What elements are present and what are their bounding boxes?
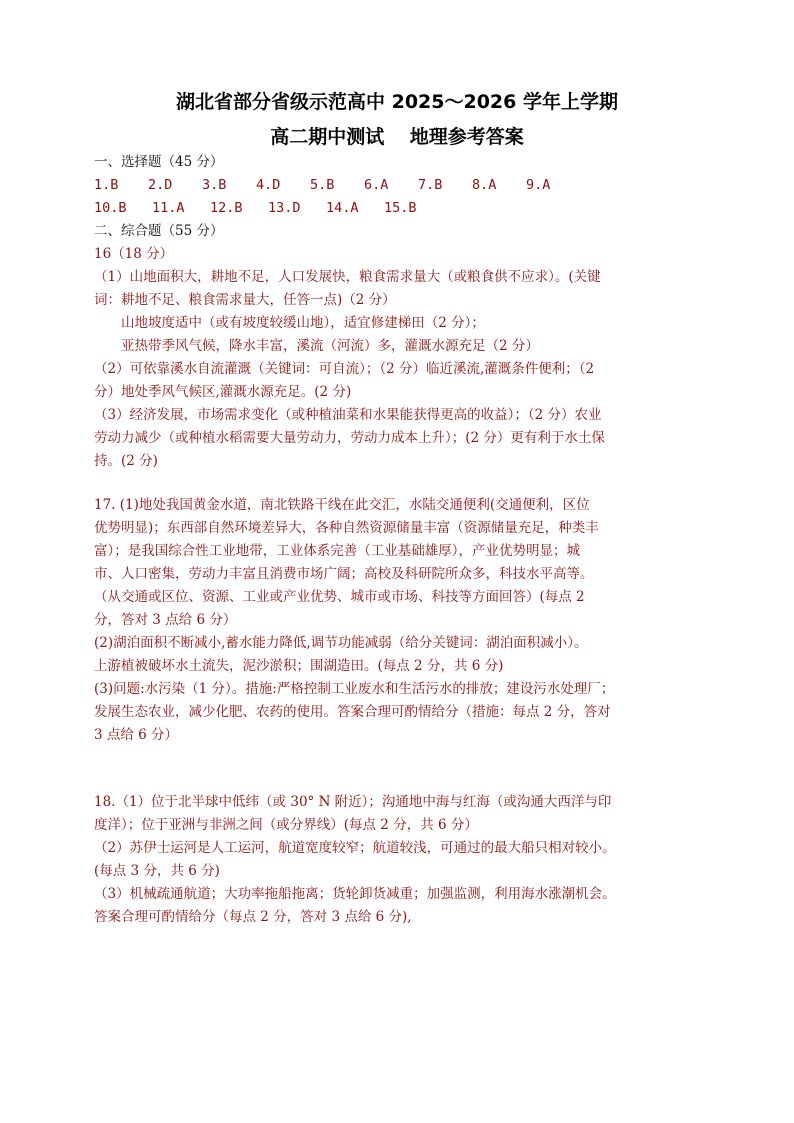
page-subtitle: 高二期中测试 地理参考答案 [270, 126, 524, 148]
mc-answer: 5.B [310, 177, 335, 193]
q18-line: （2）苏伊士运河是人工运河，航道宽度较窄；航道较浅，可通过的最大船只相对较小。 [94, 840, 616, 856]
q17-line: 分，答对 3 点给 6 分） [94, 612, 237, 628]
mc-answer: 11.A [152, 200, 185, 216]
section2-heading: 二、综合题（55 分） [94, 223, 224, 239]
mc-answer: 15.B [384, 200, 417, 216]
q16-line: 分）地处季风气候区,灌溉水源充足。(2 分) [94, 384, 352, 400]
mc-answer: 7.B [418, 177, 443, 193]
q16-line: 词：耕地不足、粮食需求量大，任答一点)（2 分） [94, 292, 396, 308]
q17-line: (3)问题:水污染（1 分）。措施:严格控制工业废水和生活污水的排放；建设污水处理厂； [94, 681, 615, 697]
mc-answer: 13.D [268, 200, 301, 216]
q18-line: （3）机械疏通航道；大功率拖船拖离；货轮卸货减重；加强监测，利用海水涨潮机会。 [94, 886, 616, 902]
q17-line: 富）；是我国综合性工业地带，工业体系完善（工业基础雄厚），产业优势明显；城 [94, 543, 580, 559]
mc-answer: 10.B [94, 200, 127, 216]
mc-answers-row2 [94, 197, 734, 220]
q16-line: （1）山地面积大，耕地不足，人口发展快，粮食需求量大（或粮食供不应求）。(关键 [94, 269, 601, 285]
q18-line: (每点 3 分，共 6 分) [94, 863, 220, 879]
q16-line: 亚热带季风气候，降水丰富，溪流（河流）多，灌溉水源充足（2 分） [94, 338, 539, 354]
q17-line: 市、人口密集，劳动力丰富且消费市场广阔；高校及科研院所众多，科技水平高等。 [94, 566, 594, 582]
q18-line: 答案合理可酌情给分（每点 2 分，答对 3 点给 6 分), [94, 909, 412, 925]
q17-line: 3 点给 6 分） [94, 727, 179, 743]
q16-line: 山地坡度适中（或有坡度较缓山地），适宜修建梯田（2 分）； [94, 315, 485, 331]
q18-line: 度洋）；位于亚洲与非洲之间（或分界线）(每点 2 分，共 6 分） [94, 817, 478, 833]
q17-line: (2)湖泊面积不断减小,蓄水能力降低,调节功能减弱（给分关键词：湖泊面积减小）。 [94, 635, 588, 651]
mc-answer: 3.B [202, 177, 227, 193]
q17-line: 17. (1)地处我国黄金水道，南北铁路干线在此交汇，水陆交通便利(交通便利，区位 [94, 497, 590, 513]
page-title: 湖北省部分省级示范高中 2025～2026 学年上学期 [176, 91, 618, 113]
mc-answer: 4.D [256, 177, 281, 193]
q16-line: 持。(2 分) [94, 453, 158, 469]
q18-line: 18.（1）位于北半球中低纬（或 30° N 附近）；沟通地中海与红海（或沟通大西洋与印 [94, 794, 612, 810]
mc-answer: 14.A [326, 200, 359, 216]
q17-line: 发展生态农业，减少化肥、农药的使用。答案合理可酌情给分（措施：每点 2 分，答对 [94, 704, 611, 720]
q17-line: 优势明显)；东西部自然环境差异大，各种自然资源储量丰富（资源储量充足，种类丰 [94, 520, 599, 536]
mc-answer: 6.A [364, 177, 389, 193]
mc-answer: 8.A [472, 177, 497, 193]
mc-answer: 9.A [526, 177, 551, 193]
mc-answers-row1 [94, 174, 734, 197]
q16-line: （3）经济发展，市场需求变化（或种植油菜和水果能获得更高的收益）；（2 分）农业 [94, 407, 602, 423]
mc-answer: 1.B [94, 177, 119, 193]
q17-line: （从交通或区位、资源、工业或产业优势、城市或市场、科技等方面回答）(每点 2 [94, 589, 585, 605]
q16-heading: 16（18 分） [94, 246, 174, 262]
q16-line: 劳动力减少（或种植水稻需要大量劳动力，劳动力成本上升）；(2 分）更有利于水土保 [94, 430, 605, 446]
mc-answer: 2.D [148, 177, 173, 193]
mc-answer: 12.B [210, 200, 243, 216]
q17-line: 上游植被破坏水土流失，泥沙淤积；围湖造田。(每点 2 分，共 6 分) [94, 658, 504, 674]
section1-heading: 一、选择题（45 分） [94, 154, 224, 170]
q16-line: （2）可依靠溪水自流灌溉（关键词：可自流）；（2 分）临近溪流,灌溉条件便利；（2 [94, 361, 595, 377]
